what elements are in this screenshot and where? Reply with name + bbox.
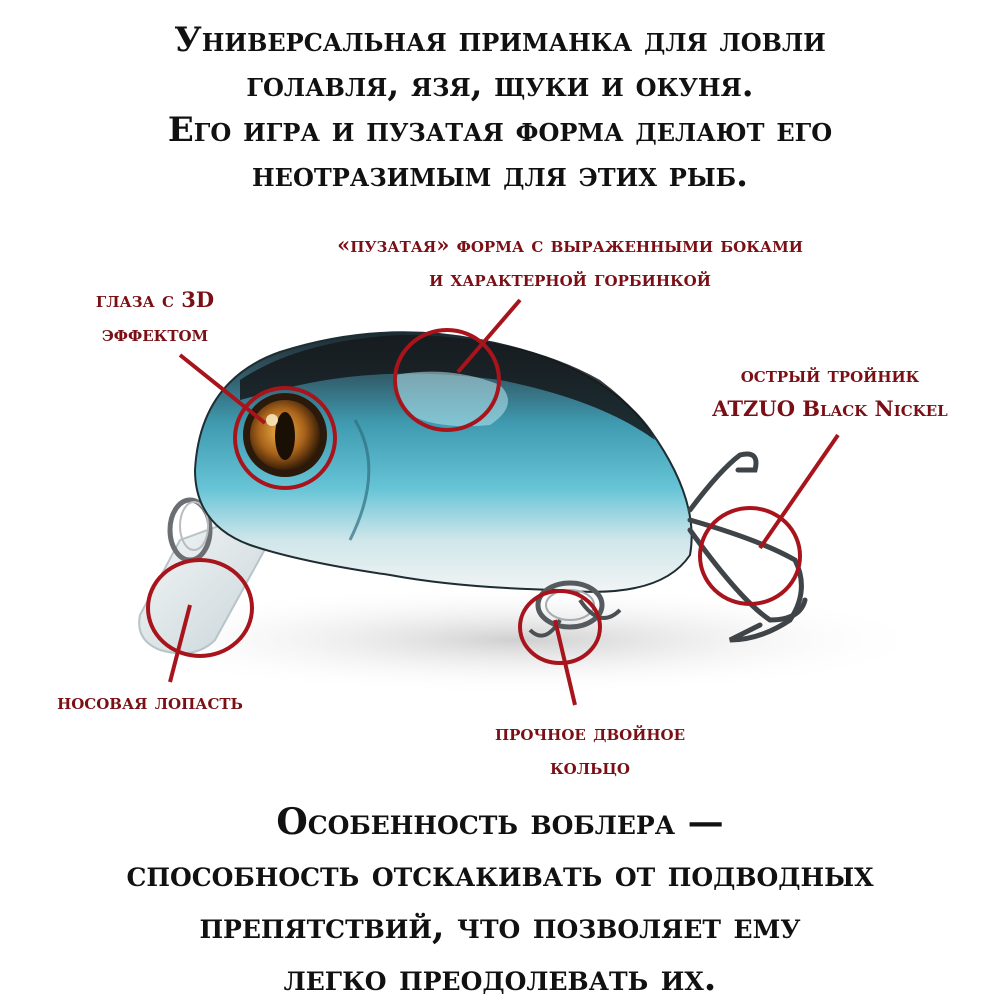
ring-callout-label [465, 716, 715, 784]
feature-line-2: способность отскакивать от подводных [126, 853, 874, 895]
eyes-callout-line-2: эффектом [101, 321, 209, 346]
shape-callout-label [290, 228, 850, 296]
hook-callout-leader [760, 435, 838, 548]
intro-line-4: неотразимым для этих рыб. [252, 155, 748, 195]
lure-eye-pupil [275, 412, 295, 460]
intro-line-1: Универсальная приманка для ловли [174, 20, 826, 60]
lip-callout-label [25, 685, 275, 719]
ring-callout-line-2: кольцо [550, 754, 630, 779]
feature-line-4: легко преодолевать их. [283, 957, 717, 999]
hook-callout-label [690, 358, 970, 426]
feature-line-1: Особенность воблера — [276, 801, 724, 843]
intro-line-3: Его игра и пузатая форма делают его [167, 110, 833, 150]
shape-callout-line-1: «пузатая» форма с выраженными боками [337, 232, 803, 257]
eyes-callout-line-1: глаза с 3D [95, 287, 215, 312]
intro-line-2: голавля, язя, щуки и окуня. [246, 65, 754, 105]
shape-callout-line-2: и характерной горбинкой [429, 266, 711, 291]
lip-callout-line-1: носовая лопасть [57, 689, 243, 714]
ring-callout-line-1: прочное двойное [494, 720, 686, 745]
lure-eye-highlight [266, 414, 278, 426]
feature-text [0, 796, 1000, 1004]
feature-line-3: препятствий, что позволяет ему [199, 905, 801, 947]
eyes-callout-label [70, 283, 240, 351]
hook-callout-line-1: острый тройник [740, 362, 920, 387]
hook-callout-line-2: ATZUO Black Nickel [712, 396, 948, 421]
